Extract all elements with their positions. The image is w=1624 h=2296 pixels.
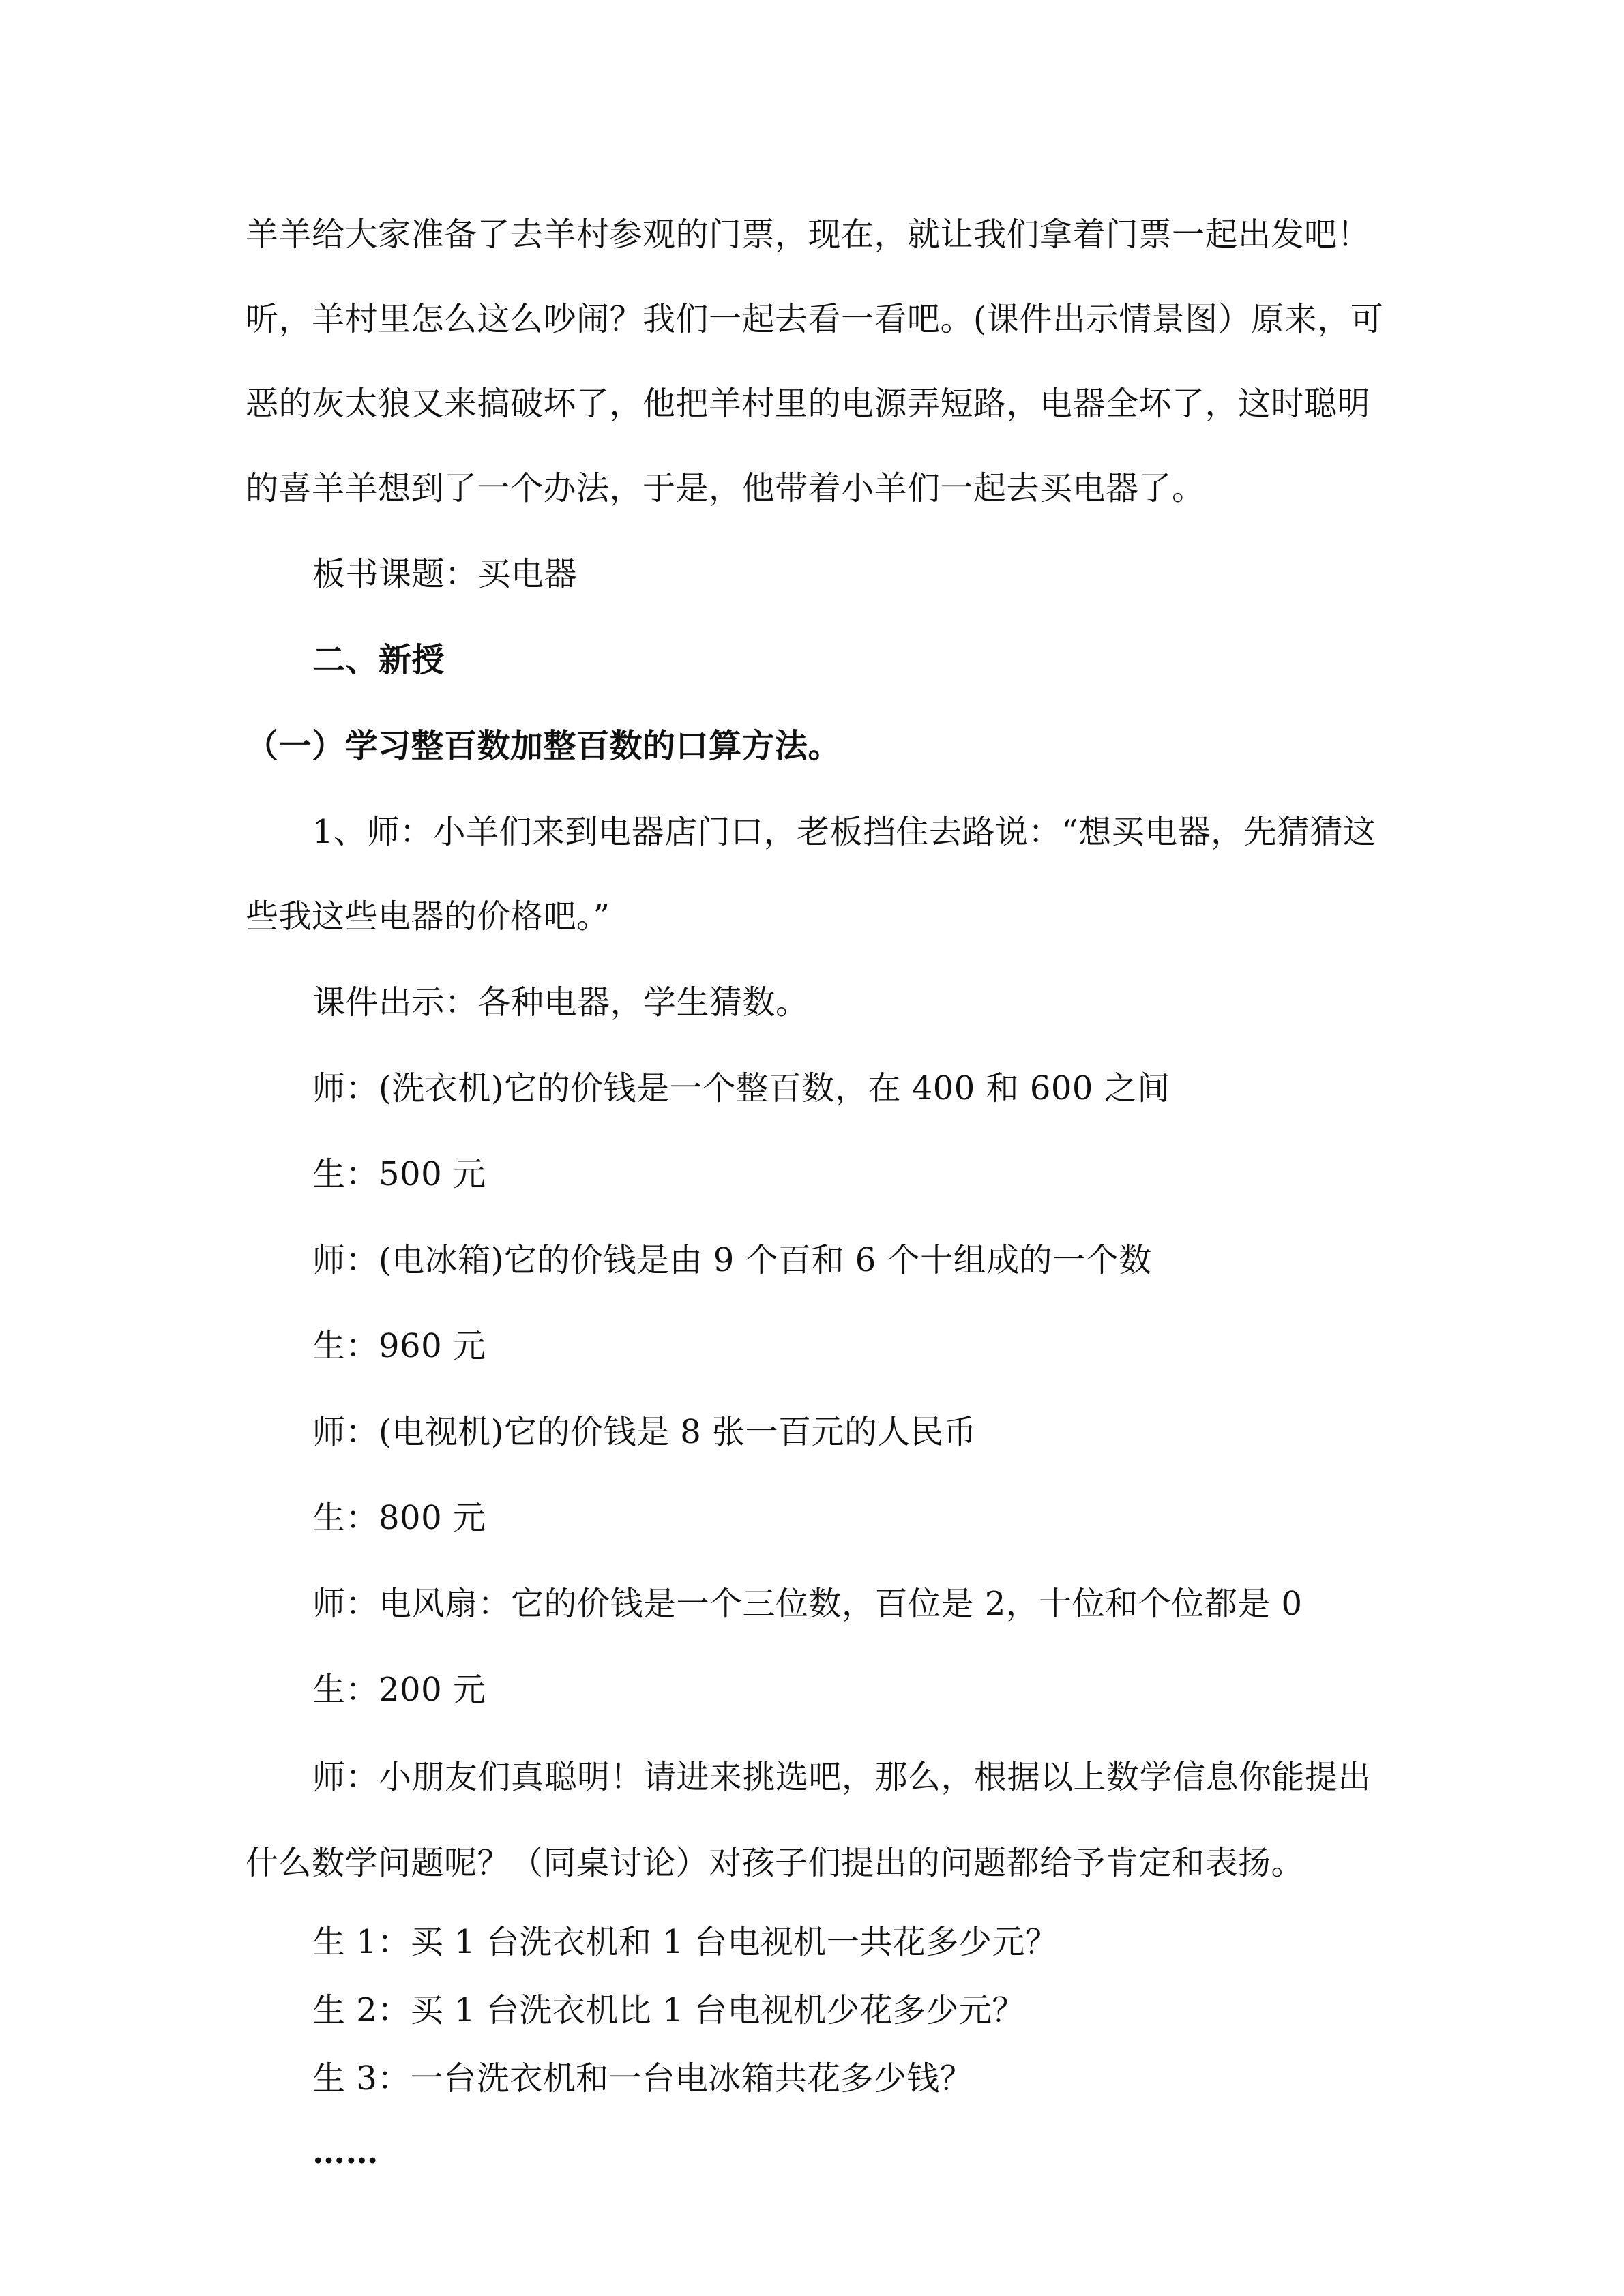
student-question-3: 生 3：一台洗衣机和一台电冰箱共花多少钱？ — [312, 2059, 973, 2098]
section-heading: 二、新授 — [312, 641, 445, 679]
paragraph-intro-line-1: 羊羊给大家准备了去羊村参观的门票，现在，就让我们拿着门票一起出发吧！ — [246, 215, 1371, 254]
teacher-prompt-line-1: 师：小朋友们真聪明！请进来挑选吧，那么，根据以上数学信息你能提出 — [312, 1758, 1372, 1796]
dialogue-line-6: 生：800 元 — [312, 1499, 486, 1537]
dialogue-line-5: 师：(电视机)它的价钱是 8 张一百元的人民币 — [312, 1413, 977, 1451]
board-title: 板书课题：买电器 — [312, 555, 578, 593]
dialogue-line-7: 师：电风扇：它的价钱是一个三位数，百位是 2，十位和个位都是 0 — [312, 1585, 1303, 1623]
dialogue-line-2: 生：500 元 — [312, 1155, 486, 1193]
ellipsis: …… — [312, 2133, 379, 2171]
teacher-prompt-line-2: 什么数学问题呢？（同桌讨论）对孩子们提出的问题都给予肯定和表扬。 — [246, 1844, 1305, 1882]
student-question-2: 生 2：买 1 台洗衣机比 1 台电视机少花多少元？ — [312, 1991, 1025, 2029]
student-question-1: 生 1：买 1 台洗衣机和 1 台电视机一共花多少元？ — [312, 1923, 1059, 1961]
dialogue-line-1: 师：(洗衣机)它的价钱是一个整百数，在 400 和 600 之间 — [312, 1069, 1170, 1107]
teacher-intro-line-2: 些我这些电器的价格吧。” — [246, 897, 610, 936]
dialogue-line-8: 生：200 元 — [312, 1671, 486, 1709]
paragraph-intro-line-4: 的喜羊羊想到了一个办法，于是，他带着小羊们一起去买电器了。 — [246, 469, 1205, 507]
courseware-line: 课件出示：各种电器，学生猜数。 — [312, 983, 809, 1022]
sub-heading: （一）学习整百数加整百数的口算方法。 — [246, 727, 842, 765]
teacher-intro-line-1: 1、师：小羊们来到电器店门口，老板挡住去路说：“想买电器，先猜猜这 — [312, 813, 1376, 851]
dialogue-line-3: 师：(电冰箱)它的价钱是由 9 个百和 6 个十组成的一个数 — [312, 1241, 1152, 1279]
paragraph-intro-line-3: 恶的灰太狼又来搞破坏了，他把羊村里的电源弄短路，电器全坏了，这时聪明 — [246, 385, 1371, 423]
dialogue-line-4: 生：960 元 — [312, 1327, 486, 1365]
paragraph-intro-line-2: 听，羊村里怎么这么吵闹？我们一起去看一看吧。(课件出示情景图）原来，可 — [246, 300, 1384, 338]
